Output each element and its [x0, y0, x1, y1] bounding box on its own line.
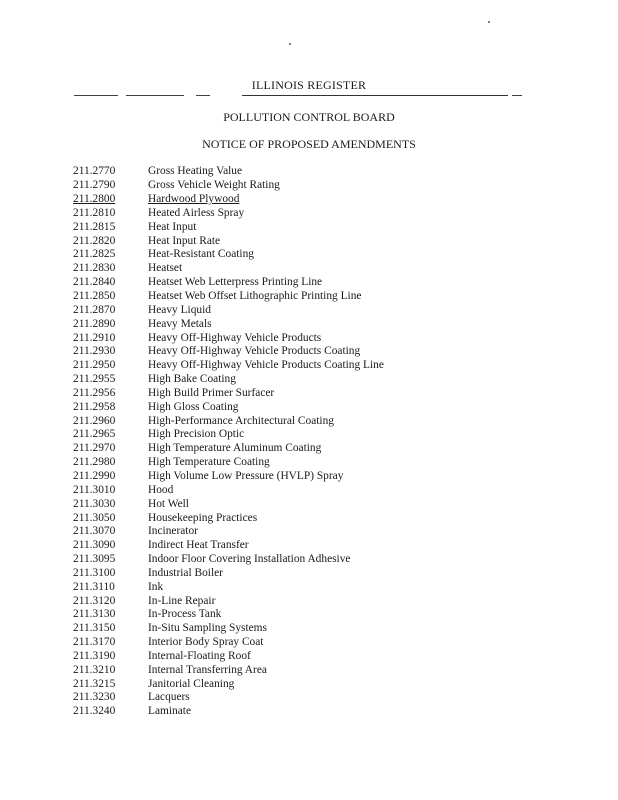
definition-row	[73, 497, 593, 511]
section-number: 211.3170	[73, 636, 116, 649]
definition-row	[73, 442, 593, 456]
section-number: 211.2930	[73, 345, 116, 358]
defined-term: Interior Body Spray Coat	[148, 636, 264, 649]
definition-row	[73, 456, 593, 470]
defined-term: In-Situ Sampling Systems	[148, 622, 267, 635]
section-number: 211.3110	[73, 580, 115, 593]
header-rule-fragment	[512, 95, 522, 96]
defined-term: High Precision Optic	[148, 428, 245, 441]
definition-row	[73, 650, 593, 664]
defined-term: High Gloss Coating	[148, 400, 239, 413]
defined-term: Heat Input	[148, 220, 197, 233]
defined-term: High-Performance Architectural Coating	[148, 414, 334, 427]
section-number: 211.2840	[73, 276, 116, 289]
definition-row	[73, 705, 593, 719]
section-number: 211.3230	[73, 691, 116, 704]
defined-term: Heatset Web Letterpress Printing Line	[148, 276, 323, 289]
definition-row	[73, 303, 593, 317]
definition-row	[73, 290, 593, 304]
definition-row	[73, 470, 593, 484]
defined-term: Heavy Metals	[148, 317, 212, 330]
section-number: 211.2890	[73, 317, 116, 330]
definition-row	[73, 636, 593, 650]
section-number: 211.3030	[73, 497, 116, 510]
section-number: 211.2850	[73, 290, 116, 303]
section-number: 211.2980	[73, 456, 116, 469]
section-number: 211.2810	[73, 206, 116, 219]
defined-term: Heatset	[148, 262, 183, 275]
section-number: 211.3090	[73, 539, 116, 552]
defined-term: Industrial Boiler	[148, 566, 223, 579]
definition-row	[73, 400, 593, 414]
scan-speck	[488, 21, 490, 23]
definition-row	[73, 179, 593, 193]
definition-row	[73, 553, 593, 567]
section-number: 211.2800	[73, 193, 116, 206]
section-number: 211.3210	[73, 663, 116, 676]
definition-row	[73, 317, 593, 331]
section-number: 211.3050	[73, 511, 116, 524]
defined-term: Heavy Off-Highway Vehicle Products	[148, 331, 322, 344]
board-title: POLLUTION CONTROL BOARD	[223, 110, 395, 124]
defined-term: Internal Transferring Area	[148, 663, 267, 676]
section-number: 211.2790	[73, 179, 116, 192]
header-rule-fragment	[74, 95, 118, 96]
definition-row	[73, 608, 593, 622]
section-number: 211.2770	[73, 165, 116, 178]
section-number: 211.3070	[73, 525, 116, 538]
section-number: 211.2830	[73, 262, 116, 275]
defined-term: High Volume Low Pressure (HVLP) Spray	[148, 469, 344, 482]
definition-row	[73, 248, 593, 262]
definition-row	[73, 345, 593, 359]
definition-row	[73, 663, 593, 677]
section-number: 211.2820	[73, 234, 116, 247]
section-number: 211.2960	[73, 414, 116, 427]
section-number: 211.3130	[73, 608, 116, 621]
defined-term: High Temperature Coating	[148, 456, 270, 469]
section-number: 211.2956	[73, 386, 116, 399]
section-number: 211.2870	[73, 303, 116, 316]
defined-term: High Bake Coating	[148, 373, 236, 386]
section-number: 211.2815	[73, 220, 116, 233]
defined-term: Heatset Web Offset Lithographic Printing Line	[148, 290, 362, 303]
defined-term: Hot Well	[148, 497, 189, 510]
definition-row	[73, 193, 593, 207]
header-rule	[242, 95, 508, 96]
defined-term: Indirect Heat Transfer	[148, 539, 249, 552]
notice-title: NOTICE OF PROPOSED AMENDMENTS	[202, 137, 416, 151]
defined-term: High Build Primer Surfacer	[148, 386, 275, 399]
section-number: 211.3240	[73, 705, 116, 718]
defined-term: In-Process Tank	[148, 608, 222, 621]
definition-row	[73, 414, 593, 428]
defined-term: Housekeeping Practices	[148, 511, 258, 524]
definition-row	[73, 220, 593, 234]
defined-term: Hood	[148, 483, 174, 496]
definition-row	[73, 594, 593, 608]
defined-term: Ink	[148, 580, 164, 593]
defined-term: Heat-Resistant Coating	[148, 248, 254, 261]
definition-row	[73, 165, 593, 179]
definition-row	[73, 331, 593, 345]
defined-term: Gross Heating Value	[148, 165, 243, 178]
section-number: 211.2955	[73, 373, 116, 386]
definition-row	[73, 525, 593, 539]
defined-term: Lacquers	[148, 691, 190, 704]
definition-row	[73, 622, 593, 636]
defined-term: Hardwood Plywood	[148, 193, 240, 206]
definition-row	[73, 276, 593, 290]
section-number: 211.3150	[73, 622, 116, 635]
section-number: 211.2990	[73, 469, 116, 482]
section-number: 211.3215	[73, 677, 116, 690]
header-rule-fragment	[196, 95, 210, 96]
defined-term: In-Line Repair	[148, 594, 216, 607]
defined-term: Indoor Floor Covering Installation Adhesive	[148, 553, 351, 566]
defined-term: Laminate	[148, 705, 192, 718]
definition-row	[73, 539, 593, 553]
section-number: 211.2965	[73, 428, 116, 441]
register-title: ILLINOIS REGISTER	[251, 78, 367, 92]
defined-term: Heavy Off-Highway Vehicle Products Coating	[148, 345, 361, 358]
section-number: 211.2958	[73, 400, 116, 413]
definition-row	[73, 566, 593, 580]
definition-row	[73, 234, 593, 248]
section-number: 211.2825	[73, 248, 116, 261]
section-number: 211.3120	[73, 594, 116, 607]
definition-row	[73, 428, 593, 442]
scan-speck	[289, 43, 291, 45]
defined-term: Heat Input Rate	[148, 234, 221, 247]
definitions-list	[73, 165, 593, 719]
defined-term: Heated Airless Spray	[148, 206, 245, 219]
defined-term: Heavy Liquid	[148, 303, 211, 316]
definition-row	[73, 677, 593, 691]
defined-term: Janitorial Cleaning	[148, 677, 235, 690]
section-number: 211.3190	[73, 649, 116, 662]
definition-row	[73, 511, 593, 525]
definition-row	[73, 580, 593, 594]
defined-term: Incinerator	[148, 525, 198, 538]
defined-term: Gross Vehicle Weight Rating	[148, 179, 280, 192]
section-number: 211.3010	[73, 483, 116, 496]
section-number: 211.3100	[73, 566, 116, 579]
definition-row	[73, 691, 593, 705]
defined-term: Internal-Floating Roof	[148, 649, 251, 662]
definition-row	[73, 483, 593, 497]
definition-row	[73, 387, 593, 401]
definition-row	[73, 207, 593, 221]
defined-term: Heavy Off-Highway Vehicle Products Coating Line	[148, 359, 384, 372]
section-number: 211.3095	[73, 553, 116, 566]
definition-row	[73, 359, 593, 373]
definition-row	[73, 262, 593, 276]
defined-term: High Temperature Aluminum Coating	[148, 442, 322, 455]
definition-row	[73, 373, 593, 387]
section-number: 211.2970	[73, 442, 116, 455]
header-rule-fragment	[126, 95, 184, 96]
section-number: 211.2950	[73, 359, 116, 372]
section-number: 211.2910	[73, 331, 116, 344]
